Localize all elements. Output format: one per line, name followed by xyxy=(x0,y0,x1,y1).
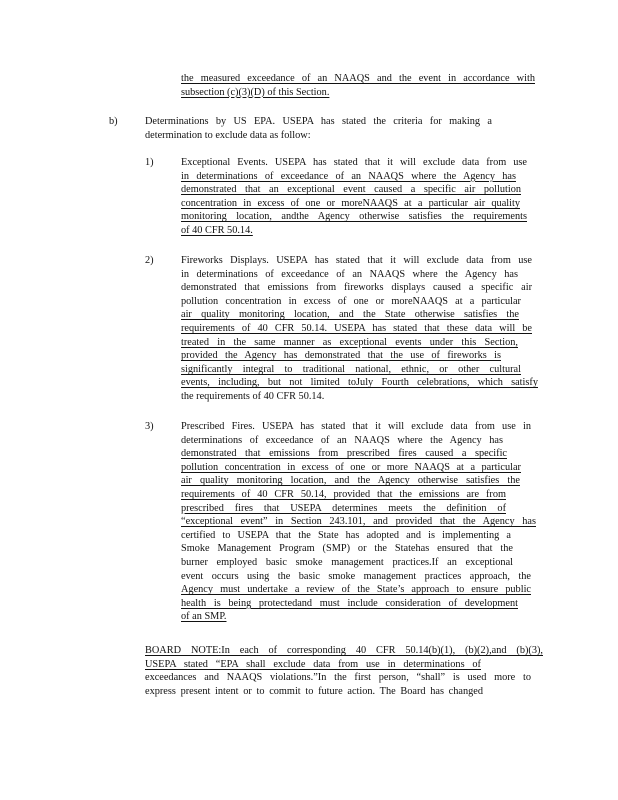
item-2-line: pollution concentration in excess of one or moreNAAQS at a particular xyxy=(181,295,521,307)
item-3-line: Prescribed Fires. USEPA has stated that it will exclude data from use in xyxy=(181,421,531,432)
item-3-line: of an SMP. xyxy=(181,611,227,623)
board-note-line: BOARD NOTE:In each of corresponding 40 CFR 50.14(b)(1), (b)(2),and (b)(3), xyxy=(145,645,543,656)
item-1-paragraph xyxy=(181,156,527,238)
item-3-paragraph xyxy=(181,420,536,624)
intro-paragraph xyxy=(181,72,535,99)
board-note-paragraph xyxy=(145,644,543,698)
item-2-label: 2) xyxy=(145,255,154,266)
item-2-line: significantly integral to traditional national, ethnic, or other cultural xyxy=(181,363,521,375)
item-3-line: pollution concentration in excess of one or more NAAQS at a particular xyxy=(181,461,521,473)
section-b-line: Determinations by US EPA. USEPA has stated the criteria for making a xyxy=(145,116,492,127)
item-2-line: provided the Agency has demonstrated that the use of fireworks is xyxy=(181,350,501,362)
item-3-line: prescribed fires that USEPA determines meets the definition of xyxy=(181,502,506,514)
item-3-line: requirements of 40 CFR 50.14, provided that the emissions are from xyxy=(181,488,506,500)
item-3-line: event occurs using the basic smoke management practices approach, the xyxy=(181,570,531,582)
board-note-line: express present intent or to commit to future action. The Board has changed xyxy=(145,685,483,697)
section-b-paragraph xyxy=(145,115,492,142)
item-2-paragraph xyxy=(181,254,538,404)
item-3-line: air quality monitoring location, and the Agency otherwise satisfies the xyxy=(181,475,520,487)
item-2-line: treated in the same manner as exceptional events under this Section, xyxy=(181,336,518,348)
item-1-line: demonstrated that an exceptional event caused a specific air pollution xyxy=(181,184,521,196)
item-1-line: concentration in excess of one or moreNAAQS at a particular air quality xyxy=(181,197,520,209)
item-1-label: 1) xyxy=(145,157,154,168)
item-3-label: 3) xyxy=(145,421,154,432)
board-note-line: exceedances and NAAQS violations.”In the first person, “shall” is used more to xyxy=(145,672,531,684)
board-note-line: USEPA stated “EPA shall exclude data from use in determinations of xyxy=(145,658,481,670)
item-3-line: demonstrated that emissions from prescribed fires caused a specific xyxy=(181,448,507,460)
intro-line: the measured exceedance of an NAAQS and the event in accordance with xyxy=(181,73,535,84)
item-2-line: requirements of 40 CFR 50.14. USEPA has stated that these data will be xyxy=(181,322,532,334)
item-3-line: Smoke Management Program (SMP) or the Statehas ensured that the xyxy=(181,543,513,555)
item-3-line: certified to USEPA that the State has adopted and is implementing a xyxy=(181,529,511,541)
item-3-line: determinations of exceedance of an NAAQS where the Agency has xyxy=(181,434,503,446)
item-2-line: demonstrated that emissions from fireworks displays caused a specific air xyxy=(181,282,532,294)
item-3-line: Agency must undertake a review of the State’s approach to ensure public xyxy=(181,584,531,596)
item-1-line: Exceptional Events. USEPA has stated that it will exclude data from use xyxy=(181,157,527,168)
item-3-line: burner employed basic smoke management practices.If an exceptional xyxy=(181,556,513,568)
item-2-line: the requirements of 40 CFR 50.14. xyxy=(181,390,325,402)
item-2-line: air quality monitoring location, and the State otherwise satisfies the xyxy=(181,309,519,321)
intro-line: subsection (c)(3)(D) of this Section. xyxy=(181,86,330,98)
item-3-line: “exceptional event” in Section 243.101, and provided that the Agency has xyxy=(181,516,536,528)
item-1-line: in determinations of exceedance of an NAAQS where the Agency has xyxy=(181,170,516,182)
section-b-label: b) xyxy=(109,116,118,127)
item-3-line: health is being protectedand must include consideration of development xyxy=(181,597,518,609)
item-1-line: of 40 CFR 50.14. xyxy=(181,224,253,236)
section-b-line: determination to exclude data as follow: xyxy=(145,129,311,141)
item-1-line: monitoring location, andthe Agency otherwise satisfies the requirements xyxy=(181,211,527,223)
item-2-line: in determinations of exceedance of an NAAQS where the Agency has xyxy=(181,268,518,280)
item-2-line: Fireworks Displays. USEPA has stated that it will exclude data from use xyxy=(181,255,532,266)
item-2-line: events, including, but not limited toJuly Fourth celebrations, which satisfy xyxy=(181,377,538,389)
